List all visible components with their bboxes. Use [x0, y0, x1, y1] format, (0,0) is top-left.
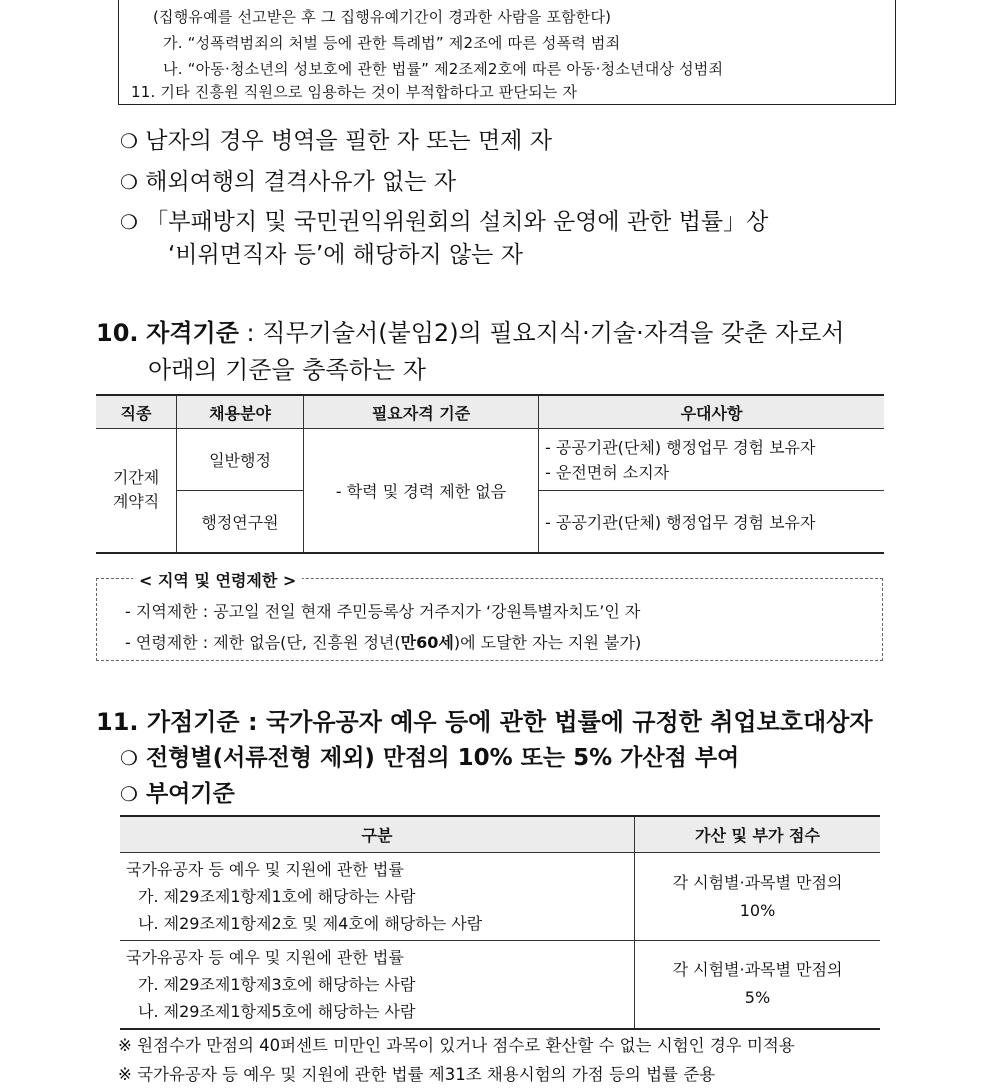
section-title: 자격기준: [146, 319, 239, 347]
col-header: 구분: [120, 816, 635, 853]
score-line: 5%: [744, 988, 771, 1008]
bullet-text: 남자의 경우 병역을 필한 자 또는 면제 자: [145, 128, 552, 154]
restriction-text: - 연령제한 : 제한 없음(단, 진흥원 정년(: [125, 633, 401, 652]
bullet-item: [120, 203, 768, 236]
law-line: 나. 제29조제1항제5호에 해당하는 사람: [138, 1001, 416, 1021]
category-cell: [120, 941, 635, 1029]
col-header: 가산 및 부가 점수: [635, 816, 881, 853]
circle-bullet-icon: ❍: [120, 129, 138, 153]
job-type-line: 계약직: [112, 492, 160, 512]
circle-bullet-icon: ❍: [120, 170, 138, 194]
section-title: 가점기준: [146, 708, 240, 736]
restriction-title: < 지역 및 연령제한 >: [133, 568, 302, 591]
job-type-cell: [96, 429, 177, 553]
bullet-text: 「부패방지 및 국민권익위원회의 설치와 운영에 관한 법률」상: [145, 209, 769, 235]
disqualification-box: [118, 0, 896, 105]
bullet-text: 해외여행의 결격사유가 없는 자: [145, 169, 457, 195]
bullet-text: 전형별(서류전형 제외) 만점의 10% 또는 5% 가산점 부여: [145, 745, 740, 771]
box-line: 나. “아동·청소년의 성보호에 관한 법률” 제2조제2호에 따른 아동·청소년대상 성범죄: [163, 60, 724, 78]
bullet-text: 부여기준: [145, 781, 235, 807]
restriction-box: [96, 571, 883, 661]
circle-bullet-icon: ❍: [120, 746, 138, 770]
preference-line: - 공공기관(단체) 행정업무 경험 보유자: [545, 437, 816, 457]
restriction-text: )에 도달한 자는 지원 불가): [453, 633, 642, 652]
field-cell: 일반행정: [177, 429, 304, 491]
score-line: 각 시험별·과목별 만점의: [672, 872, 843, 892]
bullet-item: [120, 775, 235, 808]
preference-cell: [539, 429, 885, 491]
bonus-points-table: [120, 815, 880, 1030]
qualification-cell: - 학력 및 경력 제한 없음: [304, 429, 539, 553]
circle-bullet-icon: ❍: [120, 782, 138, 806]
score-cell: [635, 853, 881, 941]
col-header: 직종: [96, 395, 177, 429]
law-line: 가. 제29조제1항제3호에 해당하는 사람: [138, 974, 416, 994]
law-line: 국가유공자 등 예우 및 지원에 관한 법률: [126, 947, 404, 967]
circle-bullet-icon: ❍: [120, 210, 138, 234]
score-line: 10%: [739, 900, 776, 920]
section-10-heading: [96, 313, 844, 348]
category-cell: [120, 853, 635, 941]
col-header: 필요자격 기준: [304, 395, 539, 429]
footnote: ※ 원점수가 만점의 40퍼센트 미만인 과목이 있거나 점수로 환산할 수 없는 시험인 경우 미적용: [118, 1036, 795, 1055]
bullet-item: [120, 163, 456, 196]
bullet-item: [120, 739, 739, 772]
colon: :: [246, 319, 255, 347]
section-desc-cont: 아래의 기준을 충족하는 자: [148, 356, 426, 384]
restriction-line: - 지역제한 : 공고일 전일 현재 주민등록상 거주지가 ‘강원특별자치도’인 자: [125, 602, 641, 621]
colon: :: [247, 708, 258, 736]
age-limit-emphasis: 만60세: [400, 633, 454, 652]
section-11-heading: [96, 702, 873, 737]
box-line: 가. “성폭력범죄의 처벌 등에 관한 특례법” 제2조에 따른 성폭력 범죄: [163, 34, 621, 52]
bullet-text-cont: ‘비위면직자 등’에 해당하지 않는 자: [168, 242, 523, 268]
section-number: 11.: [96, 708, 139, 736]
section-desc: 국가유공자 예우 등에 관한 법률에 규정한 취업보호대상자: [265, 708, 873, 736]
preference-cell: - 공공기관(단체) 행정업무 경험 보유자: [539, 491, 885, 553]
col-header: 우대사항: [539, 395, 885, 429]
footnote: ※ 국가유공자 등 예우 및 지원에 관한 법률 제31조 채용시험의 가점 등의 법률 준용: [118, 1065, 716, 1084]
law-line: 가. 제29조제1항제1호에 해당하는 사람: [138, 887, 416, 906]
preference-line: - 운전면허 소지자: [545, 462, 670, 482]
box-line: (집행유예를 선고받은 후 그 집행유예기간이 경과한 사람을 포함한다): [153, 8, 612, 26]
bullet-item: [120, 122, 552, 155]
law-line: 나. 제29조제1항제2호 및 제4호에 해당하는 사람: [138, 914, 483, 933]
col-header: 채용분야: [177, 395, 304, 429]
law-line: 국가유공자 등 예우 및 지원에 관한 법률: [126, 860, 404, 879]
qualification-table: [96, 394, 884, 554]
score-line: 각 시험별·과목별 만점의: [672, 960, 843, 980]
field-cell: 행정연구원: [177, 491, 304, 553]
section-desc: 직무기술서(붙임2)의 필요지식·기술·자격을 갖춘 자로서: [262, 319, 845, 347]
section-number: 10.: [96, 319, 139, 347]
score-cell: [635, 941, 881, 1029]
job-type-line: 기간제: [112, 468, 160, 488]
box-line: 11. 기타 진흥원 직원으로 임용하는 것이 부적합하다고 판단되는 자: [131, 83, 578, 101]
restriction-line: [125, 630, 641, 653]
